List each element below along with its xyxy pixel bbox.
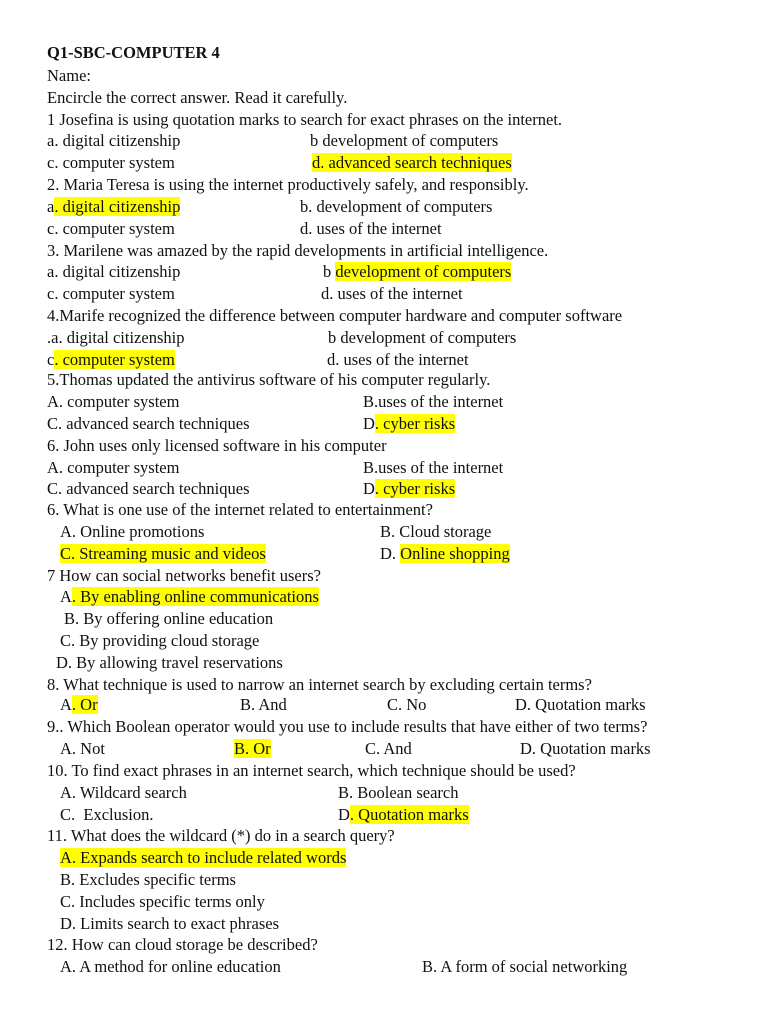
question-11: 11. What does the wildcard (*) do in a search query? — [47, 826, 395, 845]
q9-option-d[interactable]: D. Quotation marks — [520, 739, 651, 758]
q3-option-c[interactable]: c. computer system — [47, 284, 175, 303]
option-letter: D — [363, 414, 375, 433]
q6b-option-b[interactable]: B. Cloud storage — [380, 522, 492, 541]
q11-option-a[interactable] — [60, 848, 346, 868]
q8-option-b[interactable]: B. And — [240, 695, 287, 714]
question-3: 3. Marilene was amazed by the rapid developments in artificial intelligence. — [47, 241, 549, 260]
q9-option-a[interactable]: A. Not — [60, 739, 105, 758]
q6b-option-d[interactable] — [380, 544, 510, 564]
q5-option-a[interactable]: A. computer system — [47, 392, 180, 411]
q5-option-b[interactable]: B.uses of the internet — [363, 392, 504, 411]
option-letter: A — [60, 587, 72, 606]
q10-option-b[interactable]: B. Boolean search — [338, 783, 459, 802]
q8-option-a[interactable] — [60, 695, 98, 715]
answer-highlight: B. Or — [234, 739, 271, 758]
q2-option-b[interactable]: b. development of computers — [300, 197, 493, 216]
question-7: 7 How can social networks benefit users? — [47, 566, 321, 585]
option-letter: c — [47, 350, 55, 369]
q11-option-d[interactable]: D. Limits search to exact phrases — [60, 914, 280, 933]
q1-option-d[interactable] — [312, 153, 512, 173]
q2-option-d[interactable]: d. uses of the internet — [300, 219, 442, 238]
name-label: Name: — [47, 66, 91, 85]
answer-highlight: Online shopping — [400, 544, 510, 563]
q4-option-a[interactable]: .a. digital citizenship — [47, 328, 185, 347]
q4-option-b[interactable]: b development of computers — [328, 328, 517, 347]
q6b-option-a[interactable]: A. Online promotions — [60, 522, 205, 541]
q11-option-b[interactable]: B. Excludes specific terms — [60, 870, 236, 889]
q1-option-b[interactable]: b development of computers — [310, 131, 499, 150]
question-8: 8. What technique is used to narrow an internet search by excluding certain terms? — [47, 675, 592, 694]
q10-option-d[interactable] — [338, 805, 469, 825]
answer-highlight: development of computers — [335, 262, 512, 281]
q6a-option-d[interactable] — [363, 479, 455, 499]
option-letter: A — [60, 695, 72, 714]
question-9: 9.. Which Boolean operator would you use to include results that have either of two terms? — [47, 717, 648, 736]
q7-option-b[interactable]: B. By offering online education — [64, 609, 274, 628]
q1-option-a[interactable]: a. digital citizenship — [47, 131, 181, 150]
q9-option-c[interactable]: C. And — [365, 739, 412, 758]
q3-option-d[interactable]: d. uses of the internet — [321, 284, 463, 303]
q7-option-d[interactable]: D. By allowing travel reservations — [56, 653, 283, 672]
answer-highlight: . cyber risks — [374, 414, 456, 433]
q6a-option-b[interactable]: B.uses of the internet — [363, 458, 504, 477]
q4-option-c[interactable] — [47, 350, 175, 370]
q5-option-d[interactable] — [363, 414, 455, 434]
answer-highlight: d. advanced search techniques — [312, 153, 512, 172]
answer-highlight: . cyber risks — [374, 479, 456, 498]
q6a-option-a[interactable]: A. computer system — [47, 458, 180, 477]
question-4: 4.Marife recognized the difference between computer hardware and computer software — [47, 306, 623, 325]
question-12: 12. How can cloud storage be described? — [47, 935, 318, 954]
q7-option-a[interactable] — [60, 587, 319, 607]
question-2: 2. Maria Teresa is using the internet productively safely, and responsibly. — [47, 175, 529, 194]
q2-option-c[interactable]: c. computer system — [47, 219, 175, 238]
q12-option-b[interactable]: B. A form of social networking — [422, 957, 628, 976]
option-letter: b — [323, 262, 336, 281]
q12-option-a[interactable]: A. A method for online education — [60, 957, 281, 976]
q10-option-a[interactable]: A. Wildcard search — [60, 783, 187, 802]
q3-option-a[interactable]: a. digital citizenship — [47, 262, 181, 281]
q4-option-d[interactable]: d. uses of the internet — [327, 350, 469, 369]
q3-option-b[interactable] — [323, 262, 511, 282]
answer-highlight: A. Expands search to include related words — [60, 848, 347, 867]
instruction-text: Encircle the correct answer. Read it carefully. — [47, 88, 348, 107]
answer-highlight: . Or — [71, 695, 98, 714]
q8-option-d[interactable]: D. Quotation marks — [515, 695, 646, 714]
answer-highlight: . computer system — [54, 350, 175, 369]
option-letter: D — [338, 805, 350, 824]
question-10: 10. To find exact phrases in an internet search, which technique should be used? — [47, 761, 576, 780]
question-5: 5.Thomas updated the antivirus software of his computer regularly. — [47, 370, 491, 389]
q8-option-c[interactable]: C. No — [387, 695, 427, 714]
q1-option-c[interactable]: c. computer system — [47, 153, 175, 172]
question-6-entertainment: 6. What is one use of the internet related to entertainment? — [47, 500, 433, 519]
answer-highlight: . digital citizenship — [54, 197, 181, 216]
q5-option-c[interactable]: C. advanced search techniques — [47, 414, 250, 433]
q6b-option-c[interactable] — [60, 544, 266, 564]
q11-option-c[interactable]: C. Includes specific terms only — [60, 892, 265, 911]
q9-option-b[interactable] — [234, 739, 271, 759]
answer-highlight: . Quotation marks — [349, 805, 469, 824]
answer-highlight: C. Streaming music and videos — [60, 544, 266, 563]
answer-highlight: . By enabling online communications — [71, 587, 319, 606]
q10-option-c[interactable]: C. Exclusion. — [60, 805, 154, 824]
option-letter: D — [363, 479, 375, 498]
option-letter: a — [47, 197, 55, 216]
question-1: 1 Josefina is using quotation marks to search for exact phrases on the internet. — [47, 110, 563, 129]
question-6-software: 6. John uses only licensed software in his computer — [47, 436, 387, 455]
q7-option-c[interactable]: C. By providing cloud storage — [60, 631, 260, 650]
document-title: Q1-SBC-COMPUTER 4 — [47, 43, 220, 62]
q2-option-a[interactable] — [47, 197, 180, 217]
option-letter: D. — [380, 544, 401, 563]
q6a-option-c[interactable]: C. advanced search techniques — [47, 479, 250, 498]
